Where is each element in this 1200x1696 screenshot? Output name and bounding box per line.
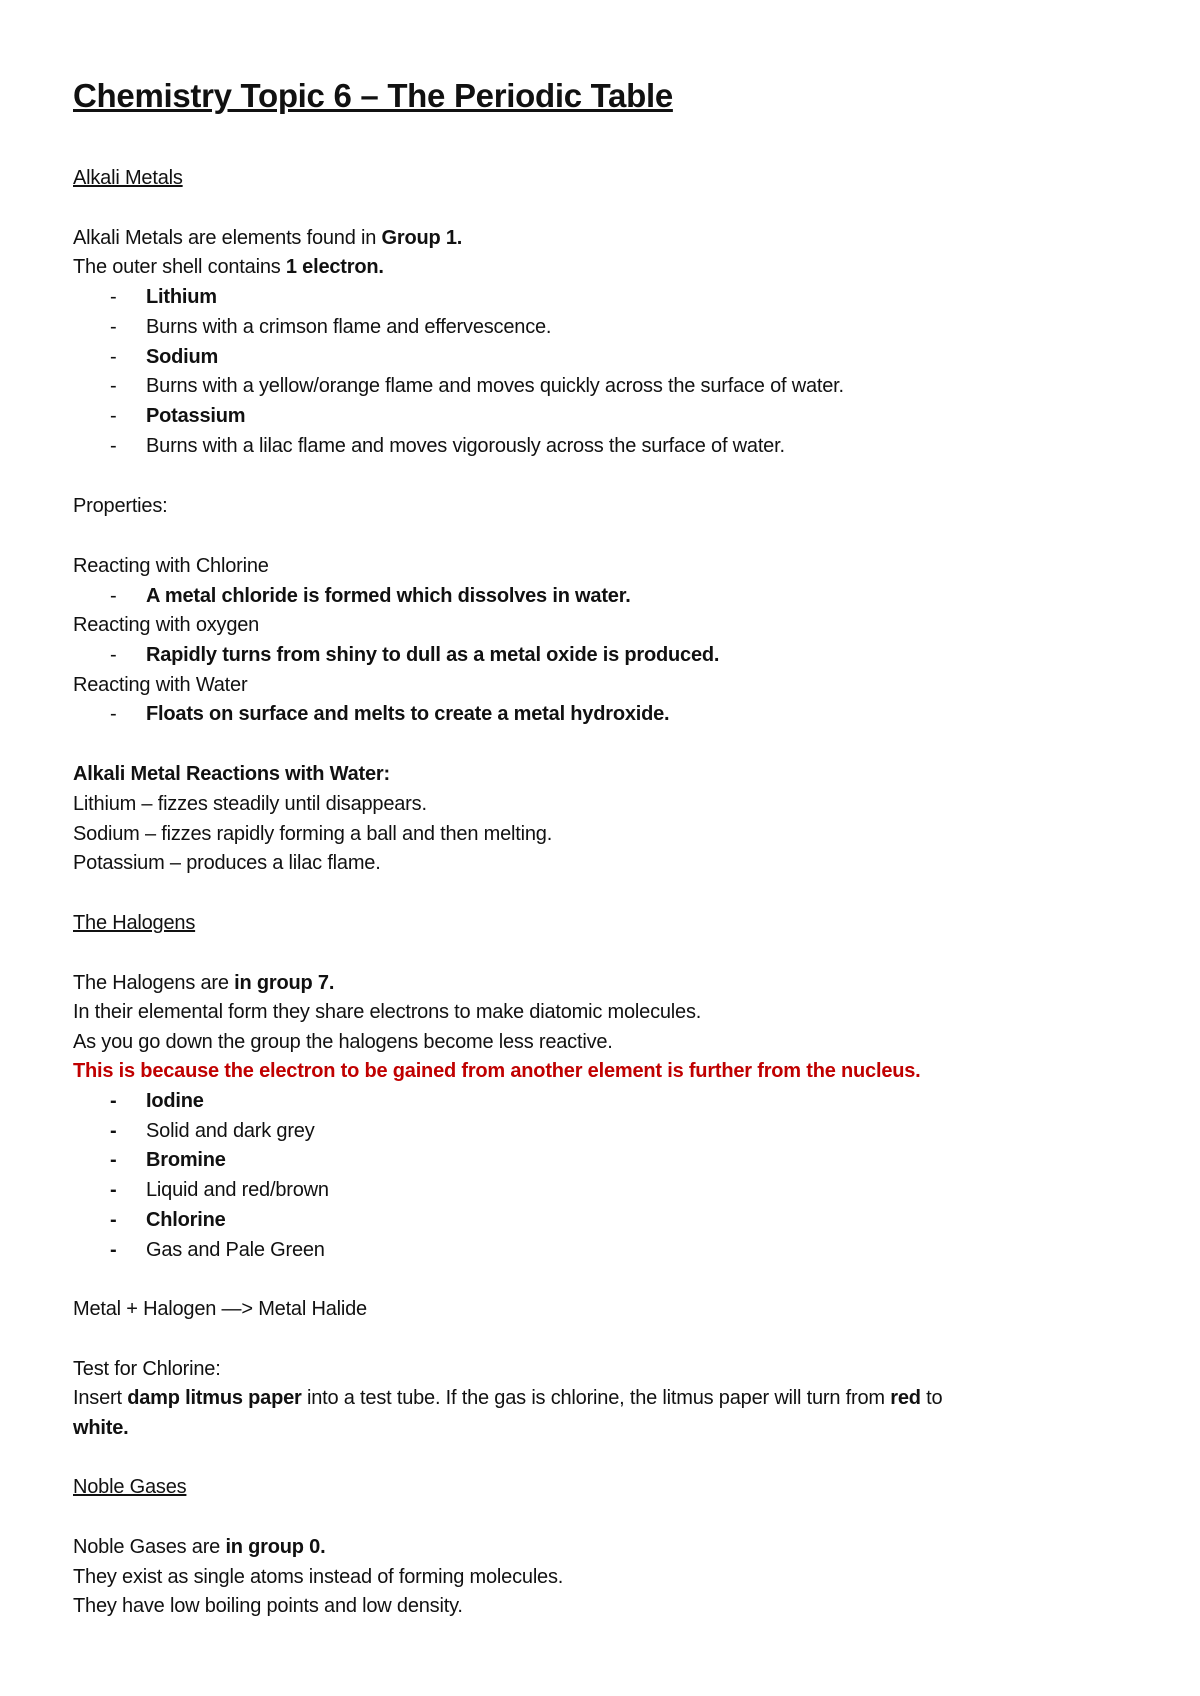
bullet-dash: - bbox=[110, 375, 117, 397]
noble-gases-heading: Noble Gases bbox=[73, 1476, 187, 1498]
halogens-group-label: in group 7. bbox=[234, 972, 335, 994]
bullet-dash: - bbox=[110, 435, 117, 457]
halide-equation: Metal + Halogen —> Metal Halide bbox=[73, 1298, 367, 1320]
oxygen-reaction-result: Rapidly turns from shiny to dull as a metal oxide is produced. bbox=[146, 644, 720, 666]
halogens-line-2: In their elemental form they share electrons to make diatomic molecules. bbox=[73, 1001, 702, 1023]
reaction-line-potassium: Potassium – produces a lilac flame. bbox=[73, 852, 381, 874]
halogens-intro bbox=[73, 971, 334, 995]
chlorine-test-pre: Insert bbox=[73, 1387, 128, 1409]
bullet-dash: - bbox=[110, 585, 117, 607]
list-item: Solid and dark grey bbox=[146, 1120, 315, 1142]
halogens-intro-text: The Halogens are bbox=[73, 972, 235, 994]
halogens-heading: The Halogens bbox=[73, 912, 196, 934]
bullet-dash: - bbox=[110, 316, 117, 338]
noble-group-label: in group 0. bbox=[225, 1536, 326, 1558]
chlorine-test-label: Test for Chlorine: bbox=[73, 1358, 221, 1380]
alkali-intro-2-text: The outer shell contains bbox=[73, 256, 286, 278]
chlorine-reaction-result: A metal chloride is formed which dissolves in water. bbox=[146, 585, 631, 607]
list-item: Burns with a lilac flame and moves vigorously across the surface of water. bbox=[146, 435, 785, 457]
bullet-dash: - bbox=[110, 703, 117, 725]
bullet-dash: - bbox=[110, 405, 117, 427]
list-item: Burns with a yellow/orange flame and moves quickly across the surface of water. bbox=[146, 375, 844, 397]
noble-intro bbox=[73, 1535, 325, 1559]
list-item: Liquid and red/brown bbox=[146, 1179, 329, 1201]
alkali-intro-1 bbox=[73, 226, 462, 250]
list-item: Iodine bbox=[146, 1090, 204, 1112]
chlorine-reaction-label: Reacting with Chlorine bbox=[73, 555, 269, 577]
halogens-line-3: As you go down the group the halogens become less reactive. bbox=[73, 1031, 613, 1053]
water-reaction-label: Reacting with Water bbox=[73, 674, 248, 696]
bullet-dash: - bbox=[110, 1090, 117, 1112]
alkali-electron-label: 1 electron. bbox=[285, 256, 384, 278]
list-item: Bromine bbox=[146, 1149, 226, 1171]
halogens-red-explanation: This is because the electron to be gained from another element is further from the nucleus. bbox=[73, 1060, 921, 1082]
alkali-group-label: Group 1. bbox=[381, 227, 463, 249]
alkali-intro-1-text: Alkali Metals are elements found in bbox=[73, 227, 382, 249]
list-item: Potassium bbox=[146, 405, 246, 427]
bullet-dash: - bbox=[110, 346, 117, 368]
list-item: Sodium bbox=[146, 346, 219, 368]
properties-label: Properties: bbox=[73, 495, 168, 517]
page-title: Chemistry Topic 6 – The Periodic Table bbox=[73, 77, 673, 114]
bullet-dash: - bbox=[110, 1120, 117, 1142]
reaction-line-sodium: Sodium – fizzes rapidly forming a ball and then melting. bbox=[73, 823, 553, 845]
chlorine-test-mid: into a test tube. If the gas is chlorine, the litmus paper will turn from bbox=[301, 1387, 891, 1409]
bullet-dash: - bbox=[110, 1149, 117, 1171]
reaction-line-lithium: Lithium – fizzes steadily until disappears. bbox=[73, 793, 427, 815]
alkali-intro-2 bbox=[73, 255, 384, 279]
damp-litmus-label: damp litmus paper bbox=[127, 1387, 302, 1409]
chlorine-test-post: to bbox=[920, 1387, 943, 1409]
alkali-metals-heading: Alkali Metals bbox=[73, 167, 183, 189]
red-label: red bbox=[890, 1387, 921, 1409]
chlorine-test-line-1 bbox=[73, 1386, 942, 1410]
noble-intro-text: Noble Gases are bbox=[73, 1536, 226, 1558]
oxygen-reaction-label: Reacting with oxygen bbox=[73, 614, 260, 636]
bullet-dash: - bbox=[110, 1179, 117, 1201]
water-reaction-result: Floats on surface and melts to create a metal hydroxide. bbox=[146, 703, 670, 725]
bullet-dash: - bbox=[110, 644, 117, 666]
noble-line-3: They have low boiling points and low density. bbox=[73, 1595, 463, 1617]
list-item: Gas and Pale Green bbox=[146, 1239, 325, 1261]
bullet-dash: - bbox=[110, 1209, 117, 1231]
list-item: Chlorine bbox=[146, 1209, 226, 1231]
noble-line-2: They exist as single atoms instead of forming molecules. bbox=[73, 1566, 564, 1588]
list-item: Burns with a crimson flame and effervescence. bbox=[146, 316, 552, 338]
bullet-dash: - bbox=[110, 286, 117, 308]
chlorine-test-line-2: white. bbox=[73, 1417, 129, 1439]
list-item: Lithium bbox=[146, 286, 217, 308]
reactions-heading: Alkali Metal Reactions with Water: bbox=[73, 763, 390, 785]
bullet-dash: - bbox=[110, 1239, 117, 1261]
